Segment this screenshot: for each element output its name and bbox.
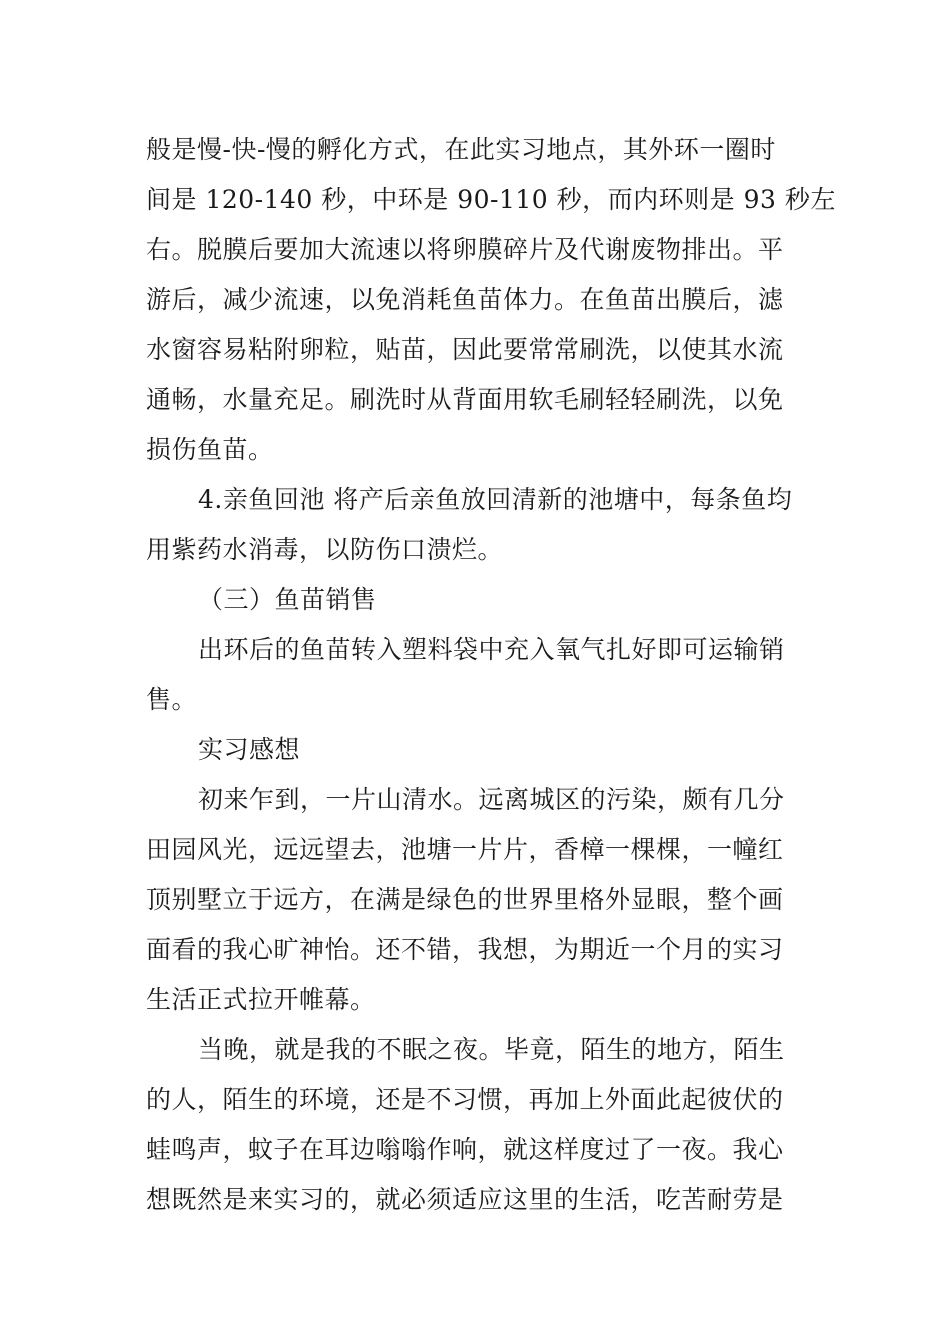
paragraph-start: 当晚，就是我的不眠之夜。毕竟，陌生的地方，陌生 <box>198 1035 785 1064</box>
text-line: 游后，减少流速，以免消耗鱼苗体力。在鱼苗出膜后，滤 <box>146 285 784 314</box>
text-line: 生活正式拉开帷幕。 <box>146 985 376 1014</box>
text-line: 般是慢-快-慢的孵化方式，在此实习地点，其外环一圈时 <box>146 135 776 164</box>
text-line: 右。脱膜后要加大流速以将卵膜碎片及代谢废物排出。平 <box>146 235 784 264</box>
text-line: 损伤鱼苗。 <box>146 435 274 464</box>
text-line: 用紫药水消毒，以防伤口溃烂。 <box>146 535 504 564</box>
text-line: 水窗容易粘附卵粒，贴苗，因此要常常刷洗，以使其水流 <box>146 335 784 364</box>
text-line: 田园风光，远远望去，池塘一片片，香樟一棵棵，一幢红 <box>146 835 784 864</box>
text-line: 想既然是来实习的，就必须适应这里的生活，吃苦耐劳是 <box>146 1185 784 1214</box>
text-line: 顶别墅立于远方，在满是绿色的世界里格外显眼，整个画 <box>146 885 784 914</box>
text-line: 通畅，水量充足。刷洗时从背面用软毛刷轻轻刷洗，以免 <box>146 385 784 414</box>
list-item-heading: 4.亲鱼回池 将产后亲鱼放回清新的池塘中，每条鱼均 <box>198 485 793 514</box>
text-line: 的人，陌生的环境，还是不习惯，再加上外面此起彼伏的 <box>146 1085 784 1114</box>
text-line: 蛙鸣声，蚊子在耳边嗡嗡作响，就这样度过了一夜。我心 <box>146 1135 784 1164</box>
text-line: 售。 <box>146 685 198 714</box>
text-line: 间是 120-140 秒，中环是 90-110 秒，而内环则是 93 秒左 <box>146 185 836 214</box>
section-heading: （三）鱼苗销售 <box>198 585 377 614</box>
paragraph-start: 初来乍到，一片山清水。远离城区的污染，颇有几分 <box>198 785 785 814</box>
section-heading: 实习感想 <box>198 735 301 764</box>
paragraph-start: 出环后的鱼苗转入塑料袋中充入氧气扎好即可运输销 <box>198 635 785 664</box>
text-line: 面看的我心旷神怡。还不错，我想，为期近一个月的实习 <box>146 935 784 964</box>
